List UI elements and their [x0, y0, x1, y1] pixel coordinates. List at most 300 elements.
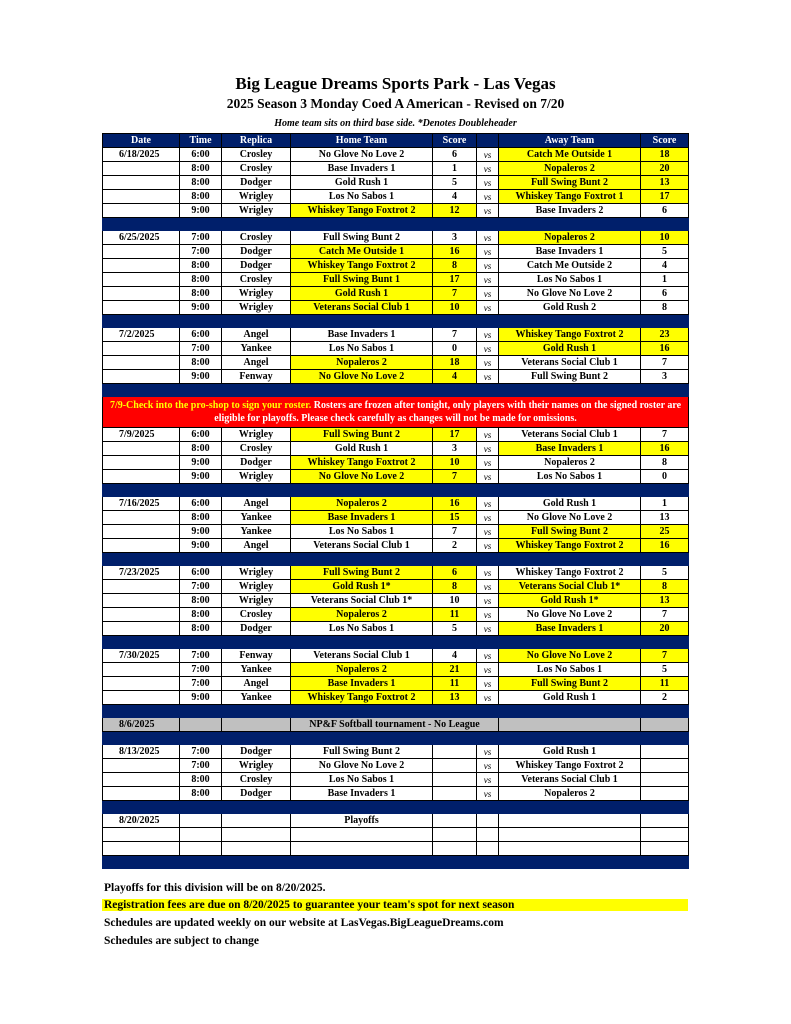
roster-notice-lead: 7/9-Check into the pro-shop to sign your roster.	[109, 400, 312, 411]
game-time: 9:00	[180, 370, 222, 384]
game-field: Fenway	[222, 649, 291, 663]
home-score: 4	[433, 649, 477, 663]
separator-cell	[291, 636, 433, 649]
game-row	[103, 370, 689, 384]
game-row	[103, 649, 689, 663]
game-row	[103, 259, 689, 273]
home-team: Base Invaders 1	[291, 677, 433, 691]
separator-cell	[433, 732, 477, 745]
separator-cell	[222, 484, 291, 497]
game-row	[103, 691, 689, 705]
game-row	[103, 677, 689, 691]
header-replica: Replica	[222, 134, 291, 148]
home-score: 21	[433, 663, 477, 677]
vs-label: vs	[477, 356, 499, 370]
away-team: Catch Me Outside 1	[499, 148, 641, 162]
roster-notice-row	[103, 397, 689, 428]
game-time: 7:00	[180, 580, 222, 594]
game-time: 7:00	[180, 745, 222, 759]
separator-cell	[291, 705, 433, 718]
home-score: 5	[433, 176, 477, 190]
header-home-score: Score	[433, 134, 477, 148]
separator-cell	[477, 636, 499, 649]
game-field: Crosley	[222, 162, 291, 176]
empty-cell	[103, 580, 180, 594]
game-field: Dodger	[222, 259, 291, 273]
home-score: 17	[433, 428, 477, 442]
game-time: 6:00	[180, 566, 222, 580]
away-team: Base Invaders 1	[499, 245, 641, 259]
game-time: 8:00	[180, 511, 222, 525]
game-field: Crosley	[222, 148, 291, 162]
empty-cell	[103, 356, 180, 370]
away-score: 1	[641, 497, 689, 511]
empty-cell	[103, 162, 180, 176]
game-field: Yankee	[222, 663, 291, 677]
empty-cell	[103, 511, 180, 525]
separator-cell	[180, 484, 222, 497]
week-date: 7/23/2025	[103, 566, 180, 580]
game-row	[103, 745, 689, 759]
game-time: 9:00	[180, 525, 222, 539]
away-team: Los No Sabos 1	[499, 470, 641, 484]
away-score: 6	[641, 204, 689, 218]
home-team: Veterans Social Club 1	[291, 301, 433, 315]
header-date: Date	[103, 134, 180, 148]
empty-cell	[499, 828, 641, 842]
vs-label: vs	[477, 759, 499, 773]
game-time: 8:00	[180, 273, 222, 287]
game-row	[103, 594, 689, 608]
away-score: 7	[641, 608, 689, 622]
game-row	[103, 608, 689, 622]
separator-cell	[499, 636, 641, 649]
away-team: Base Invaders 2	[499, 204, 641, 218]
empty-cell	[103, 273, 180, 287]
home-score: 7	[433, 470, 477, 484]
schedule-table	[102, 133, 689, 869]
game-time: 8:00	[180, 608, 222, 622]
vs-label: vs	[477, 204, 499, 218]
separator-cell	[477, 315, 499, 328]
home-score: 5	[433, 622, 477, 636]
away-team: Whiskey Tango Foxtrot 2	[499, 566, 641, 580]
separator-cell	[641, 484, 689, 497]
game-row	[103, 428, 689, 442]
separator-cell	[433, 315, 477, 328]
home-score: 2	[433, 539, 477, 553]
separator-cell	[103, 801, 180, 814]
empty-cell	[180, 814, 222, 828]
vs-label: vs	[477, 566, 499, 580]
roster-notice-text: Rosters are frozen after tonight, only players with their names on the signed roster are eligible for playoffs. Please check carefully as changes will not be made for omissions.	[214, 400, 682, 424]
away-team: Veterans Social Club 1*	[499, 580, 641, 594]
away-team: Gold Rush 1	[499, 497, 641, 511]
home-score: 16	[433, 245, 477, 259]
home-team: No Glove No Love 2	[291, 759, 433, 773]
away-score	[641, 787, 689, 801]
separator-row	[103, 384, 689, 397]
separator-cell	[103, 636, 180, 649]
home-team: Gold Rush 1	[291, 176, 433, 190]
home-score	[433, 787, 477, 801]
home-score: 13	[433, 691, 477, 705]
away-score: 7	[641, 649, 689, 663]
game-row	[103, 787, 689, 801]
vs-label: vs	[477, 190, 499, 204]
game-time: 6:00	[180, 148, 222, 162]
game-time: 7:00	[180, 663, 222, 677]
vs-label: vs	[477, 442, 499, 456]
home-team: Gold Rush 1*	[291, 580, 433, 594]
game-row	[103, 470, 689, 484]
separator-cell	[222, 705, 291, 718]
game-time: 9:00	[180, 204, 222, 218]
empty-cell	[103, 608, 180, 622]
home-team: Base Invaders 1	[291, 511, 433, 525]
empty-cell	[641, 814, 689, 828]
home-team: No Glove No Love 2	[291, 470, 433, 484]
home-score: 7	[433, 287, 477, 301]
away-team: Base Invaders 1	[499, 622, 641, 636]
away-team: No Glove No Love 2	[499, 511, 641, 525]
game-field: Dodger	[222, 787, 291, 801]
home-score: 10	[433, 301, 477, 315]
separator-cell	[433, 705, 477, 718]
game-time: 8:00	[180, 190, 222, 204]
empty-cell	[103, 787, 180, 801]
week-date: 7/9/2025	[103, 428, 180, 442]
empty-cell	[103, 842, 180, 856]
game-row	[103, 356, 689, 370]
game-row	[103, 566, 689, 580]
game-time: 7:00	[180, 759, 222, 773]
empty-cell	[477, 842, 499, 856]
empty-cell	[103, 677, 180, 691]
away-team: Whiskey Tango Foxtrot 2	[499, 539, 641, 553]
separator-cell	[291, 553, 433, 566]
separator-cell	[222, 553, 291, 566]
separator-cell	[641, 732, 689, 745]
home-team: No Glove No Love 2	[291, 370, 433, 384]
vs-label: vs	[477, 511, 499, 525]
page-subtitle: 2025 Season 3 Monday Coed A American - Revised on 7/20	[226, 96, 565, 111]
separator-cell	[477, 218, 499, 231]
separator-row	[103, 636, 689, 649]
playoffs-row	[103, 814, 689, 828]
separator-cell	[103, 218, 180, 231]
empty-cell	[499, 718, 641, 732]
away-team: Nopaleros 2	[499, 787, 641, 801]
vs-label: vs	[477, 428, 499, 442]
separator-cell	[222, 636, 291, 649]
week-date: 7/16/2025	[103, 497, 180, 511]
game-time: 8:00	[180, 259, 222, 273]
game-row	[103, 273, 689, 287]
vs-label: vs	[477, 245, 499, 259]
home-team: Veterans Social Club 1*	[291, 594, 433, 608]
home-team: Veterans Social Club 1	[291, 539, 433, 553]
game-row	[103, 231, 689, 245]
roster-notice	[103, 397, 689, 428]
header-away-team: Away Team	[499, 134, 641, 148]
game-time: 9:00	[180, 456, 222, 470]
away-score: 13	[641, 176, 689, 190]
vs-label: vs	[477, 622, 499, 636]
playoffs-row	[103, 828, 689, 842]
home-score: 0	[433, 342, 477, 356]
game-time: 8:00	[180, 162, 222, 176]
vs-label: vs	[477, 525, 499, 539]
week-date: 7/30/2025	[103, 649, 180, 663]
home-score: 4	[433, 190, 477, 204]
separator-cell	[641, 801, 689, 814]
separator-cell	[641, 636, 689, 649]
vs-label: vs	[477, 328, 499, 342]
game-time: 6:00	[180, 428, 222, 442]
empty-cell	[103, 828, 180, 842]
separator-row	[103, 705, 689, 718]
game-time: 8:00	[180, 356, 222, 370]
vs-label: vs	[477, 287, 499, 301]
away-team: Whiskey Tango Foxtrot 2	[499, 328, 641, 342]
empty-cell	[103, 442, 180, 456]
separator-cell	[433, 856, 477, 869]
game-field: Dodger	[222, 456, 291, 470]
empty-cell	[222, 814, 291, 828]
separator-cell	[180, 705, 222, 718]
separator-cell	[499, 484, 641, 497]
home-team: Whiskey Tango Foxtrot 2	[291, 259, 433, 273]
separator-cell	[222, 801, 291, 814]
game-field: Yankee	[222, 511, 291, 525]
separator-cell	[222, 218, 291, 231]
empty-cell	[641, 718, 689, 732]
empty-cell	[103, 342, 180, 356]
vs-label: vs	[477, 342, 499, 356]
game-field: Dodger	[222, 176, 291, 190]
separator-cell	[477, 484, 499, 497]
separator-cell	[433, 384, 477, 397]
game-row	[103, 580, 689, 594]
empty-cell	[103, 176, 180, 190]
home-team: Nopaleros 2	[291, 356, 433, 370]
home-team: No Glove No Love 2	[291, 148, 433, 162]
separator-cell	[641, 315, 689, 328]
no-league-row	[103, 718, 689, 732]
game-time: 7:00	[180, 677, 222, 691]
home-team: Whiskey Tango Foxtrot 2	[291, 204, 433, 218]
empty-cell	[103, 663, 180, 677]
separator-cell	[180, 553, 222, 566]
away-score: 25	[641, 525, 689, 539]
empty-cell	[103, 525, 180, 539]
separator-cell	[291, 801, 433, 814]
home-team: Los No Sabos 1	[291, 773, 433, 787]
game-row	[103, 456, 689, 470]
empty-cell	[291, 828, 433, 842]
away-team: Veterans Social Club 1	[499, 428, 641, 442]
vs-label: vs	[477, 301, 499, 315]
empty-cell	[641, 828, 689, 842]
empty-cell	[103, 190, 180, 204]
separator-row	[103, 801, 689, 814]
game-field: Crosley	[222, 231, 291, 245]
separator-cell	[180, 801, 222, 814]
home-score: 12	[433, 204, 477, 218]
header-time: Time	[180, 134, 222, 148]
separator-cell	[180, 856, 222, 869]
empty-cell	[103, 259, 180, 273]
away-score: 10	[641, 231, 689, 245]
empty-cell	[180, 828, 222, 842]
separator-cell	[291, 384, 433, 397]
home-team: Base Invaders 1	[291, 328, 433, 342]
game-row	[103, 176, 689, 190]
playoffs-row	[103, 842, 689, 856]
game-time: 8:00	[180, 594, 222, 608]
separator-cell	[222, 856, 291, 869]
home-score: 6	[433, 566, 477, 580]
away-team: Whiskey Tango Foxtrot 2	[499, 759, 641, 773]
home-score: 4	[433, 370, 477, 384]
game-field: Wrigley	[222, 594, 291, 608]
game-field: Wrigley	[222, 428, 291, 442]
game-field: Dodger	[222, 622, 291, 636]
home-team: Base Invaders 1	[291, 162, 433, 176]
separator-row	[103, 484, 689, 497]
vs-label: vs	[477, 497, 499, 511]
vs-label: vs	[477, 677, 499, 691]
home-team: Los No Sabos 1	[291, 622, 433, 636]
game-field: Wrigley	[222, 204, 291, 218]
home-score: 10	[433, 456, 477, 470]
away-team: Gold Rush 2	[499, 301, 641, 315]
away-score: 20	[641, 162, 689, 176]
away-score: 5	[641, 245, 689, 259]
away-team: Full Swing Bunt 2	[499, 176, 641, 190]
empty-cell	[103, 301, 180, 315]
away-score: 8	[641, 301, 689, 315]
game-field: Wrigley	[222, 287, 291, 301]
away-team: No Glove No Love 2	[499, 608, 641, 622]
vs-label: vs	[477, 539, 499, 553]
away-score: 4	[641, 259, 689, 273]
home-team: Whiskey Tango Foxtrot 2	[291, 691, 433, 705]
separator-cell	[103, 384, 180, 397]
game-time: 9:00	[180, 539, 222, 553]
game-row	[103, 773, 689, 787]
home-team: Base Invaders 1	[291, 787, 433, 801]
separator-cell	[499, 801, 641, 814]
game-time: 7:00	[180, 649, 222, 663]
separator-cell	[477, 856, 499, 869]
game-field: Wrigley	[222, 566, 291, 580]
away-score: 18	[641, 148, 689, 162]
away-team: Nopaleros 2	[499, 162, 641, 176]
vs-label: vs	[477, 691, 499, 705]
game-field: Wrigley	[222, 301, 291, 315]
vs-label: vs	[477, 649, 499, 663]
week-date: 8/6/2025	[103, 718, 180, 732]
away-score: 16	[641, 342, 689, 356]
vs-label: vs	[477, 663, 499, 677]
home-score: 7	[433, 328, 477, 342]
game-field: Yankee	[222, 691, 291, 705]
game-row	[103, 328, 689, 342]
away-team: Catch Me Outside 2	[499, 259, 641, 273]
vs-label: vs	[477, 594, 499, 608]
empty-cell	[291, 842, 433, 856]
game-row	[103, 148, 689, 162]
home-team: Full Swing Bunt 2	[291, 745, 433, 759]
away-team: No Glove No Love 2	[499, 649, 641, 663]
no-league-label: NP&F Softball tournament - No League	[291, 718, 499, 732]
away-score: 11	[641, 677, 689, 691]
page-note: Home team sits on third base side. *Denotes Doubleheader	[274, 118, 517, 129]
empty-cell	[641, 842, 689, 856]
game-field: Crosley	[222, 442, 291, 456]
game-time: 6:00	[180, 497, 222, 511]
separator-cell	[499, 553, 641, 566]
separator-cell	[103, 553, 180, 566]
game-field: Crosley	[222, 773, 291, 787]
away-team: Full Swing Bunt 2	[499, 677, 641, 691]
vs-label: vs	[477, 745, 499, 759]
separator-cell	[291, 484, 433, 497]
game-field: Crosley	[222, 273, 291, 287]
game-time: 6:00	[180, 328, 222, 342]
separator-cell	[291, 315, 433, 328]
empty-cell	[103, 470, 180, 484]
vs-label: vs	[477, 370, 499, 384]
separator-cell	[499, 732, 641, 745]
separator-cell	[222, 315, 291, 328]
home-score: 16	[433, 497, 477, 511]
separator-cell	[103, 856, 180, 869]
away-team: Gold Rush 1*	[499, 594, 641, 608]
game-field: Dodger	[222, 245, 291, 259]
away-score: 16	[641, 442, 689, 456]
away-score: 13	[641, 594, 689, 608]
empty-cell	[222, 828, 291, 842]
home-team: Catch Me Outside 1	[291, 245, 433, 259]
game-row	[103, 162, 689, 176]
separator-cell	[291, 732, 433, 745]
vs-label: vs	[477, 580, 499, 594]
game-time: 7:00	[180, 342, 222, 356]
vs-label: vs	[477, 162, 499, 176]
away-team: Los No Sabos 1	[499, 663, 641, 677]
footer-playoffs: Playoffs for this division will be on 8/20/2025.	[104, 882, 326, 894]
away-score: 1	[641, 273, 689, 287]
game-field: Fenway	[222, 370, 291, 384]
header-home-team: Home Team	[291, 134, 433, 148]
game-time: 9:00	[180, 470, 222, 484]
game-row	[103, 525, 689, 539]
game-time: 8:00	[180, 787, 222, 801]
home-score: 8	[433, 259, 477, 273]
footer-registration: Registration fees are due on 8/20/2025 to guarantee your team's spot for next season	[102, 899, 688, 911]
home-team: Nopaleros 2	[291, 663, 433, 677]
separator-cell	[477, 553, 499, 566]
away-team: Gold Rush 1	[499, 342, 641, 356]
vs-label: vs	[477, 470, 499, 484]
away-team: Full Swing Bunt 2	[499, 525, 641, 539]
home-score: 7	[433, 525, 477, 539]
away-score: 17	[641, 190, 689, 204]
away-score	[641, 773, 689, 787]
